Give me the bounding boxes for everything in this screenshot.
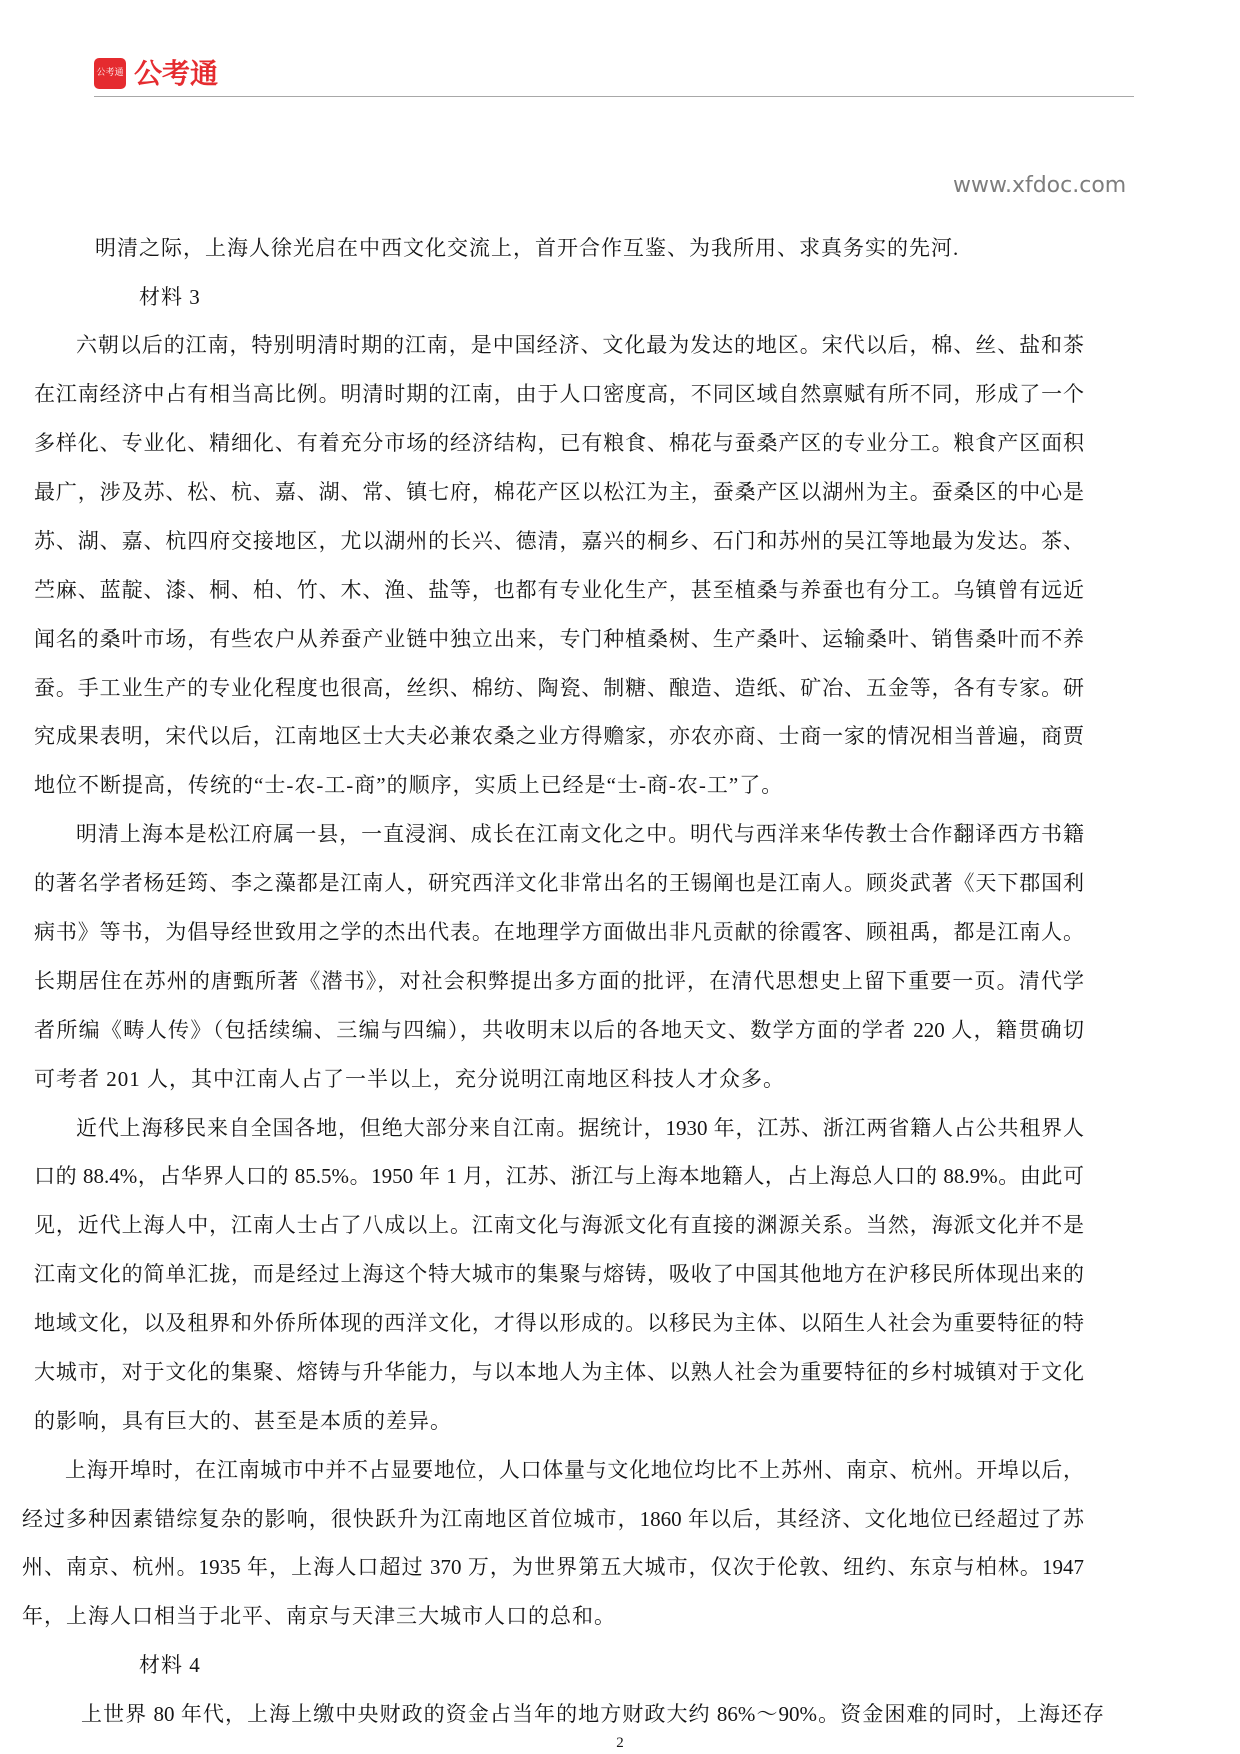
paragraph-line: 明清上海本是松江府属一县，一直浸润、成长在江南文化之中。明代与西洋来华传教士合作翻译西方书籍 — [76, 822, 1084, 846]
paragraph-line: 州、南京、杭州。1935 年，上海人口超过 370 万，为世界第五大城市，仅次于伦敦、纽约、东京与柏林。1947 — [22, 1555, 1084, 1579]
paragraph-line: 大城市，对于文化的集聚、熔铸与升华能力，与以本地人为主体、以熟人社会为重要特征的乡村城镇对于文化 — [34, 1360, 1084, 1384]
paragraph-line: 长期居住在苏州的唐甄所著《潜书》，对社会积弊提出多方面的批评，在清代思想史上留下重要一页。清代学 — [34, 969, 1084, 993]
section-heading: 材料 3 — [139, 285, 201, 309]
paragraph-line: 的著名学者杨廷筠、李之藻都是江南人，研究西洋文化非常出名的王锡阐也是江南人。顾炎武著《天下郡国利 — [34, 871, 1084, 895]
paragraph-line: 病书》等书，为倡导经世致用之学的杰出代表。在地理学方面做出非凡贡献的徐霞客、顾祖禹，都是江南人。 — [34, 920, 1084, 944]
paragraph-line: 明清之际，上海人徐光启在中西文化交流上，首开合作互鉴、为我所用、求真务实的先河. — [95, 236, 960, 260]
paragraph-line: 江南文化的简单汇拢，而是经过上海这个特大城市的集聚与熔铸，吸收了中国其他地方在沪移民所体现出来的 — [34, 1262, 1084, 1286]
brand-name: 公考通 — [134, 57, 219, 90]
paragraph-line: 苎麻、蓝靛、漆、桐、柏、竹、木、渔、盐等，也都有专业化生产，甚至植桑与养蚕也有分工。乌镇曾有远近 — [34, 578, 1084, 602]
paragraph-line: 经过多种因素错综复杂的影响，很快跃升为江南地区首位城市，1860 年以后，其经济、文化地位已经超过了苏 — [22, 1507, 1084, 1531]
paragraph-line: 上海开埠时，在江南城市中并不占显要地位，人口体量与文化地位均比不上苏州、南京、杭州。开埠以后， — [65, 1458, 1084, 1482]
section-heading: 材料 4 — [139, 1653, 201, 1677]
brand-logo-badge: 公考通 — [94, 58, 126, 89]
paragraph-line: 年，上海人口相当于北平、南京与天津三大城市人口的总和。 — [22, 1604, 616, 1628]
paragraph-line: 地域文化，以及租界和外侨所体现的西洋文化，才得以形成的。以移民为主体、以陌生人社会为重要特征的特 — [34, 1311, 1084, 1335]
paragraph-line: 可考者 201 人，其中江南人占了一半以上，充分说明江南地区科技人才众多。 — [34, 1067, 785, 1091]
header-divider — [94, 96, 1134, 97]
paragraph-line: 六朝以后的江南，特别明清时期的江南，是中国经济、文化最为发达的地区。宋代以后，棉、丝、盐和茶 — [76, 333, 1084, 357]
paragraph-line: 最广，涉及苏、松、杭、嘉、湖、常、镇七府，棉花产区以松江为主，蚕桑产区以湖州为主。蚕桑区的中心是 — [34, 480, 1084, 504]
paragraph-line: 闻名的桑叶市场，有些农户从养蚕产业链中独立出来，专门种植桑树、生产桑叶、运输桑叶、销售桑叶而不养 — [34, 627, 1084, 651]
paragraph-line: 见，近代上海人中，江南人士占了八成以上。江南文化与海派文化有直接的渊源关系。当然，海派文化并不是 — [34, 1213, 1084, 1237]
paragraph-line: 究成果表明，宋代以后，江南地区士大夫必兼农桑之业方得赡家，亦农亦商、士商一家的情况相当普遍，商贾 — [34, 724, 1084, 748]
paragraph-line: 近代上海移民来自全国各地，但绝大部分来自江南。据统计，1930 年，江苏、浙江两省籍人占公共租界人 — [76, 1116, 1084, 1140]
paragraph-line: 上世界 80 年代，上海上缴中央财政的资金占当年的地方财政大约 86%～90%。资金困难的同时，上海还存 — [81, 1702, 1104, 1726]
paragraph-line: 者所编《畴人传》（包括续编、三编与四编），共收明末以后的各地天文、数学方面的学者 220 人，籍贯确切 — [34, 1018, 1084, 1042]
page-number: 2 — [616, 1735, 624, 1751]
paragraph-line: 口的 88.4%，占华界人口的 85.5%。1950 年 1 月，江苏、浙江与上海本地籍人，占上海总人口的 88.9%。由此可 — [34, 1164, 1084, 1188]
paragraph-line: 蚕。手工业生产的专业化程度也很高，丝织、棉纺、陶瓷、制糖、酿造、造纸、矿冶、五金等，各有专家。研 — [34, 676, 1084, 700]
paragraph-line: 苏、湖、嘉、杭四府交接地区，尤以湖州的长兴、德清，嘉兴的桐乡、石门和苏州的吴江等地最为发达。茶、 — [34, 529, 1084, 553]
paragraph-line: 的影响，具有巨大的、甚至是本质的差异。 — [34, 1409, 452, 1433]
paragraph-line: 地位不断提高，传统的“士-农-工-商”的顺序，实质上已经是“士-商-农-工”了。 — [34, 773, 784, 797]
paragraph-line: 在江南经济中占有相当高比例。明清时期的江南，由于人口密度高，不同区域自然禀赋有所不同，形成了一个 — [34, 382, 1084, 406]
paragraph-line: 多样化、专业化、精细化、有着充分市场的经济结构，已有粮食、棉花与蚕桑产区的专业分工。粮食产区面积 — [34, 431, 1084, 455]
watermark-url: www.xfdoc.com — [953, 173, 1127, 198]
